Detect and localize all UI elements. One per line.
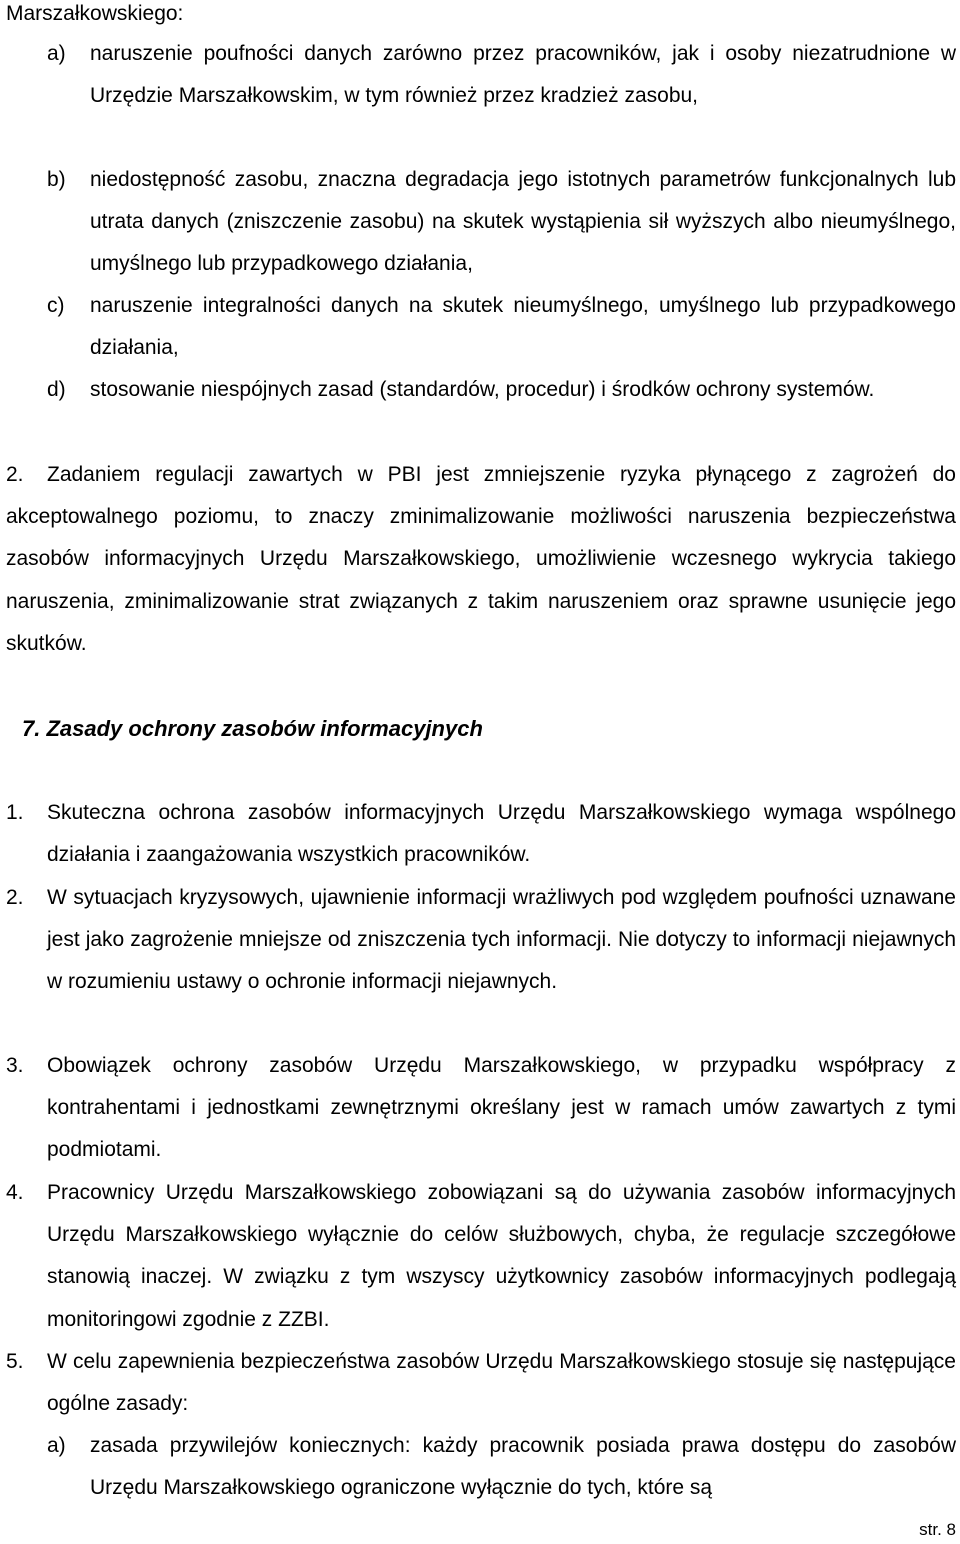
- list-item-a: naruszenie poufności danych zarówno przez pracowników, jak i osoby niezatrudnione w Urzędzie Marszałkowskim, w tym również przez kradzież zasobu,: [90, 42, 956, 108]
- intro-text: Marszałkowskiego:: [6, 2, 184, 25]
- list-marker-c: c): [47, 294, 65, 317]
- sublist-item-a: zasada przywilejów koniecznych: każdy pracownik posiada prawa dostępu do zasobów Urzędu Marszałkowskiego ograniczone wyłącznie do tych, które są: [90, 1434, 956, 1500]
- item2-text: [6, 454, 956, 665]
- list-marker-d: d): [47, 378, 66, 401]
- numbered-item-1: Skuteczna ochrona zasobów informacyjnych Urzędu Marszałkowskiego wymaga wspólnego działania i zaangażowania wszystkich pracowników.: [47, 801, 956, 867]
- list-marker-b: b): [47, 168, 66, 191]
- section-heading: 7. Zasady ochrony zasobów informacyjnych: [22, 716, 483, 741]
- numbered-item-4: Pracownicy Urzędu Marszałkowskiego zobowiązani są do używania zasobów informacyjnych Urzędu Marszałkowskiego wyłącznie do celów służbowych, chyba, że regulacje szczegółowe stanowią inaczej. W związku z tym wszyscy użytkownicy zasobów informacyjnych podlegają monitoringowi zgodnie z ZZBI.: [47, 1181, 956, 1331]
- page-number: str. 8: [919, 1520, 956, 1539]
- item2-text-content: Zadaniem regulacji zawartych w PBI jest zmniejszenie ryzyka płynącego z zagrożeń do akceptowalnego poziomu, to znaczy zminimalizowanie możliwości naruszenia bezpieczeństwa zasobów informacyjnych Urzędu Marszałkowskiego, umożliwienie wczesnego wykrycia takiego naruszenia, zminimalizowanie strat związanych z takim naruszeniem oraz sprawne usunięcie jego skutków.: [6, 463, 956, 655]
- list-item-b: niedostępność zasobu, znaczna degradacja jego istotnych parametrów funkcjonalnych lub utrata danych (zniszczenie zasobu) na skutek wystąpienia sił wyższych albo nieumyślnego, umyślnego lub przypadkowego działania,: [90, 168, 956, 276]
- item2-marker: 2.: [6, 463, 24, 486]
- list-item-c: naruszenie integralności danych na skutek nieumyślnego, umyślnego lub przypadkowego działania,: [90, 294, 956, 360]
- numbered-marker-3: 3.: [6, 1054, 24, 1077]
- numbered-marker-1: 1.: [6, 801, 24, 824]
- numbered-item-2: W sytuacjach kryzysowych, ujawnienie informacji wrażliwych pod względem poufności uznawane jest jako zagrożenie mniejsze od zniszczenia tych informacji. Nie dotyczy to informacji niejawnych w rozumieniu ustawy o ochronie informacji niejawnych.: [47, 886, 956, 994]
- list-item-d: stosowanie niespójnych zasad (standardów, procedur) i środków ochrony systemów.: [90, 378, 875, 401]
- numbered-item-3: Obowiązek ochrony zasobów Urzędu Marszałkowskiego, w przypadku współpracy z kontrahentami i jednostkami zewnętrznymi określany jest w ramach umów zawartych z tymi podmiotami.: [47, 1054, 956, 1162]
- sublist-marker-a: a): [47, 1434, 66, 1457]
- numbered-item-5: W celu zapewnienia bezpieczeństwa zasobów Urzędu Marszałkowskiego stosuje się następujące ogólne zasady:: [47, 1350, 956, 1416]
- numbered-marker-2: 2.: [6, 886, 24, 909]
- list-marker-a: a): [47, 42, 66, 65]
- numbered-marker-4: 4.: [6, 1181, 24, 1204]
- numbered-marker-5: 5.: [6, 1350, 24, 1373]
